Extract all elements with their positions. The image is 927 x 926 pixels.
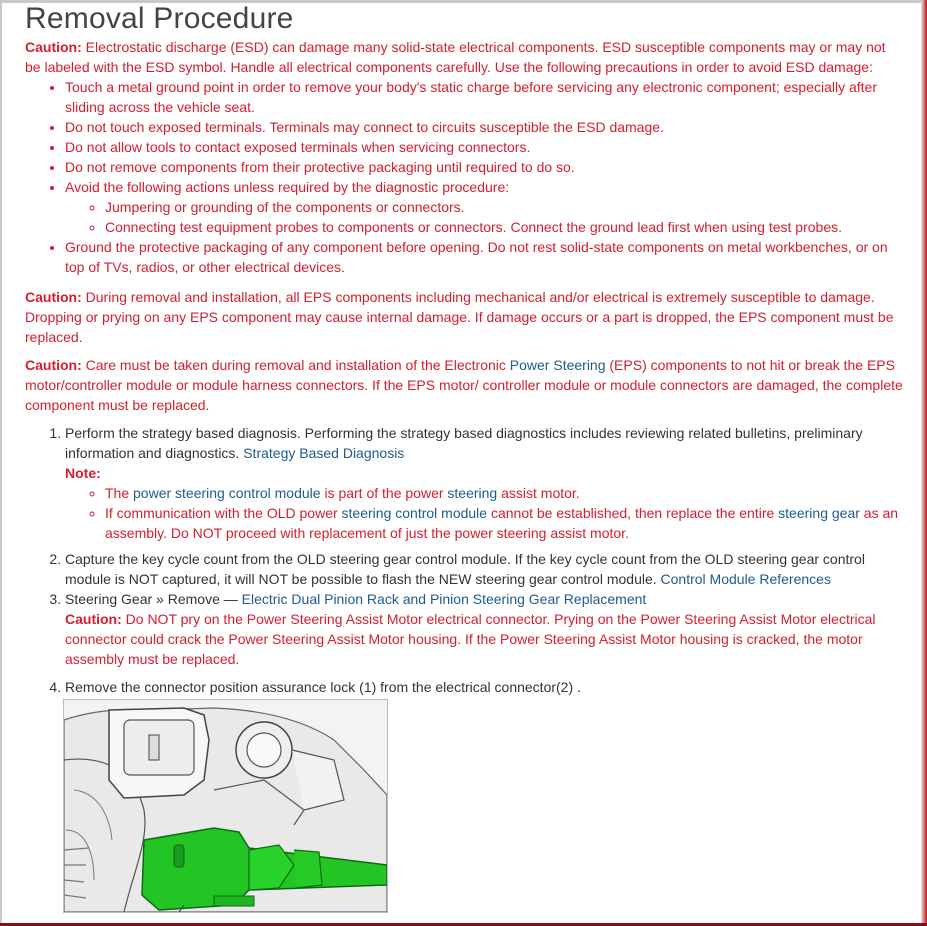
caution-esd — [25, 37, 905, 277]
step-1 — [65, 423, 905, 549]
connector-drawing — [64, 700, 387, 912]
avoid-actions-sublist — [65, 197, 905, 237]
note-label: Note: — [65, 465, 101, 481]
steering-link[interactable]: steering — [447, 485, 498, 501]
caution-care-text-after: (EPS) components to not hit or break the EPS motor/controller module or module harness connectors. If the EPS motor/ controller module or module connectors are damaged, the complete component must be replaced. — [25, 357, 903, 413]
steering-gear-replacement-link[interactable]: Electric Dual Pinion Rack and Pinion Steering Gear Replacement — [241, 591, 647, 607]
step-3 — [65, 589, 905, 677]
document-content — [25, 0, 905, 913]
list-item: ◦ Connecting test equipment probes to components or connectors. Connect the ground lead first when using test probes. — [105, 217, 905, 237]
note-text: cannot be established, then replace the entire — [487, 505, 779, 521]
list-item: • Touch a metal ground point in order to remove your body's static charge before servicing any electronic component; especially after sliding across the vehicle seat. — [65, 77, 905, 117]
step-4-text: Remove the connector position assurance lock (1) from the electrical connector(2) . — [65, 679, 581, 695]
window-left-border — [0, 0, 2, 926]
connector-illustration — [63, 699, 388, 913]
note-text: If communication with the OLD power — [105, 505, 342, 521]
power-steering-link[interactable]: Power Steering — [509, 357, 606, 373]
procedure-steps — [25, 423, 905, 697]
step-3-text: Steering Gear » Remove — — [65, 591, 242, 607]
list-item-text: Avoid the following actions unless required by the diagnostic procedure: — [65, 179, 510, 195]
caution-esd-paragraph — [25, 37, 905, 77]
list-item — [105, 483, 905, 503]
page-title: Removal Procedure — [25, 2, 294, 35]
note-text: is part of the power — [320, 485, 448, 501]
step-1-text: Perform the strategy based diagnosis. Performing the strategy based diagnostics includes reviewing related bulletins, preliminary information and diagnostics. — [65, 425, 863, 461]
esd-precautions-list — [25, 77, 905, 277]
window-right-border — [921, 0, 927, 926]
note-text: The — [105, 485, 134, 501]
caution-label: Caution: — [25, 357, 82, 373]
step-2-text: Capture the key cycle count from the OLD steering gear control module. If the key cycle count from the OLD steering gear control module is NOT captured, it will NOT be possible to flash the NEW steering gear control module. — [65, 551, 865, 587]
note-list — [65, 483, 905, 543]
steering-gear-link[interactable]: steering gear — [778, 505, 860, 521]
list-item: • Do not remove components from their protective packaging until required to do so. — [65, 157, 905, 177]
list-item — [65, 177, 905, 237]
step-3-caution-text: Do NOT pry on the Power Steering Assist Motor electrical connector. Prying on the Power Steering Assist Motor electrical connector could crack the Power Steering Assist Motor housing. If the Power Steering Assist Motor housing is cracked, the motor assembly must be replaced. — [65, 611, 876, 667]
step-4 — [65, 677, 905, 697]
list-item — [105, 503, 905, 543]
list-item: • Ground the protective packaging of any component before opening. Do not rest solid-state components on metal workbenches, or on top of TVs, radios, or other electrical devices. — [65, 237, 905, 277]
caution-care-text-before: Care must be taken during removal and installation of the Electronic — [85, 357, 510, 373]
strategy-based-diagnosis-link[interactable]: Strategy Based Diagnosis — [243, 445, 405, 461]
list-item: • Do not allow tools to contact exposed terminals when servicing connectors. — [65, 137, 905, 157]
note-text: assist motor. — [497, 485, 580, 501]
note-text: as an assembly. Do NOT proceed with replacement of just the power steering assist motor. — [105, 505, 899, 541]
steering-control-module-link[interactable]: steering control module — [341, 505, 488, 521]
caution-label: Caution: — [65, 611, 122, 627]
step-2 — [65, 549, 905, 589]
caution-label: Caution: — [25, 39, 82, 55]
list-item: • Do not touch exposed terminals. Terminals may connect to circuits susceptible the ESD damage. — [65, 117, 905, 137]
caution-esd-text: Electrostatic discharge (ESD) can damage many solid-state electrical components. ESD susceptible components may or may not be labeled with the ESD symbol. Handle all electrical components carefully. Use the following precautions in order to avoid ESD damage: — [25, 39, 886, 75]
power-steering-control-module-link[interactable]: power steering control module — [133, 485, 321, 501]
list-item: ◦ Jumpering or grounding of the components or connectors. — [105, 197, 905, 217]
caution-care — [25, 355, 905, 415]
caution-eps — [25, 287, 905, 347]
control-module-references-link[interactable]: Control Module References — [660, 571, 831, 587]
step-3-caution — [65, 609, 905, 669]
caution-label: Caution: — [25, 289, 82, 305]
caution-eps-text: During removal and installation, all EPS components including mechanical and/or electrical is extremely susceptible to damage. Dropping or prying on any EPS component may cause internal damage. If damage occurs or a part is dropped, the EPS component must be replaced. — [25, 289, 894, 345]
